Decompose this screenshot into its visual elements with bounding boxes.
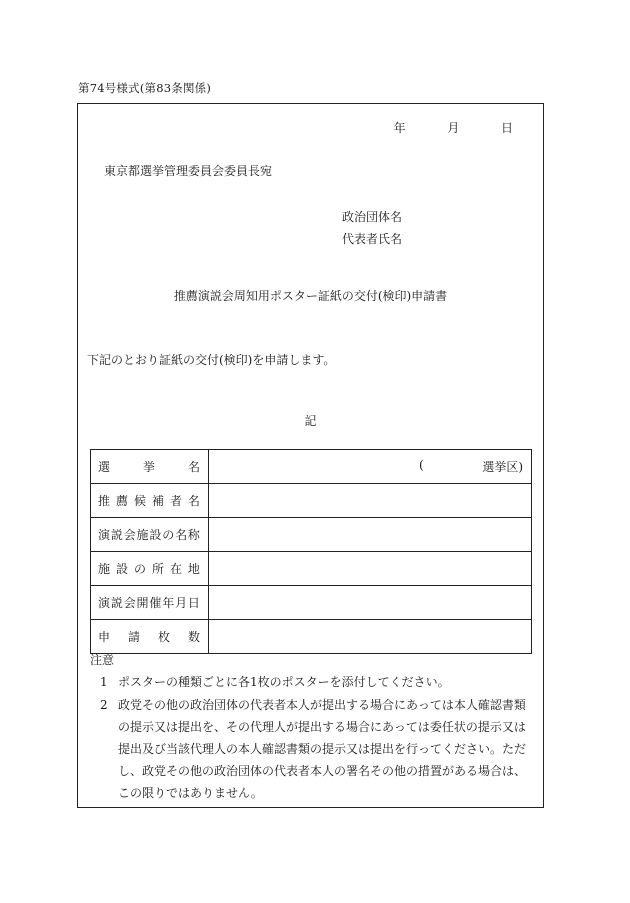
row-value-field[interactable] — [209, 518, 532, 552]
application-table — [90, 449, 532, 654]
district-open-paren: ( — [419, 458, 424, 472]
row-value-field[interactable] — [209, 586, 532, 620]
table-row — [91, 450, 532, 484]
note-number: 1 — [100, 675, 108, 689]
form-number: 第74号様式(第83条関係) — [78, 81, 212, 95]
label-char: 名 — [175, 528, 188, 542]
label-char: 月 — [175, 596, 188, 610]
date-year-label: 年 — [393, 121, 406, 135]
row-label-cell — [91, 552, 209, 586]
row-label-cell — [91, 484, 209, 518]
label-char: 日 — [187, 596, 200, 610]
notes-heading: 注意 — [90, 653, 115, 667]
date-month-label: 月 — [447, 121, 460, 135]
label-char: 候 — [133, 494, 146, 508]
label-char: 設 — [149, 528, 162, 542]
label-char: 会 — [123, 596, 136, 610]
district-field — [209, 458, 531, 475]
row-value-field[interactable] — [209, 552, 532, 586]
org-name-label: 政治団体名 — [342, 210, 403, 224]
table-row — [91, 518, 532, 552]
label-char: 在 — [169, 562, 182, 576]
row-label-cell — [91, 586, 209, 620]
label-char: 申 — [98, 630, 111, 644]
row-label — [91, 492, 208, 509]
label-char: 施 — [98, 562, 111, 576]
row-label — [91, 594, 208, 611]
district-suffix: 選挙区) — [482, 460, 523, 474]
label-char: 演 — [98, 528, 111, 542]
addressee: 東京都選挙管理委員会委員長宛 — [104, 164, 273, 178]
label-char: 挙 — [142, 460, 155, 474]
label-char: 称 — [187, 528, 200, 542]
row-label — [91, 458, 208, 475]
label-char: 選 — [98, 460, 111, 474]
date-line — [394, 122, 513, 134]
date-day-label: 日 — [500, 121, 513, 135]
label-char: の — [133, 562, 146, 576]
label-char: 推 — [98, 494, 111, 508]
label-char: 年 — [162, 596, 175, 610]
ki-heading: 記 — [304, 414, 317, 428]
label-char: 補 — [151, 494, 164, 508]
row-label — [91, 560, 208, 577]
label-char: 設 — [115, 562, 128, 576]
row-value-field[interactable] — [209, 620, 532, 654]
application-form — [77, 103, 544, 808]
label-char: 枚 — [157, 630, 170, 644]
row-label — [91, 628, 208, 645]
label-char: 者 — [169, 494, 182, 508]
table-row — [91, 484, 532, 518]
label-char: 薦 — [115, 494, 128, 508]
row-value-field[interactable] — [209, 484, 532, 518]
label-char: 開 — [136, 596, 149, 610]
note-item — [100, 694, 530, 804]
note-number: 2 — [100, 698, 108, 712]
intro-text: 下記のとおり証紙の交付(検印)を申請します。 — [87, 353, 336, 367]
row-label-cell — [91, 518, 209, 552]
row-value-field[interactable] — [209, 450, 532, 484]
label-char: 催 — [149, 596, 162, 610]
label-char: の — [162, 528, 175, 542]
table-row — [91, 620, 532, 654]
note-text: ポスターの種類ごとに各1枚のポスターを添付してください。 — [118, 675, 450, 689]
note-item — [100, 671, 530, 693]
document-title: 推薦演説会周知用ポスター証紙の交付(検印)申請書 — [173, 289, 448, 303]
label-char: 会 — [123, 528, 136, 542]
note-text: 政党その他の政治団体の代表者本人が提出する場合にあっては本人確認書類の提示又は提出を、その代理人が提出する場合にあっては委任状の提示又は提出及び当該代理人の本人確認書類の提示又は提出を行ってください。ただし、政党その他の政治団体の代表者本人の署名その他の措置がある場合は、この限りではありません。 — [118, 698, 527, 800]
label-char: 請 — [127, 630, 140, 644]
label-char: 所 — [151, 562, 164, 576]
table-row — [91, 586, 532, 620]
row-label-cell — [91, 450, 209, 484]
representative-name-label: 代表者氏名 — [342, 232, 403, 246]
label-char: 地 — [187, 562, 200, 576]
label-char: 数 — [187, 630, 200, 644]
row-label-cell — [91, 620, 209, 654]
label-char: 説 — [110, 596, 123, 610]
row-label — [91, 526, 208, 543]
label-char: 施 — [136, 528, 149, 542]
label-char: 説 — [110, 528, 123, 542]
table-row — [91, 552, 532, 586]
label-char: 名 — [187, 494, 200, 508]
label-char: 演 — [98, 596, 111, 610]
label-char: 名 — [187, 460, 200, 474]
